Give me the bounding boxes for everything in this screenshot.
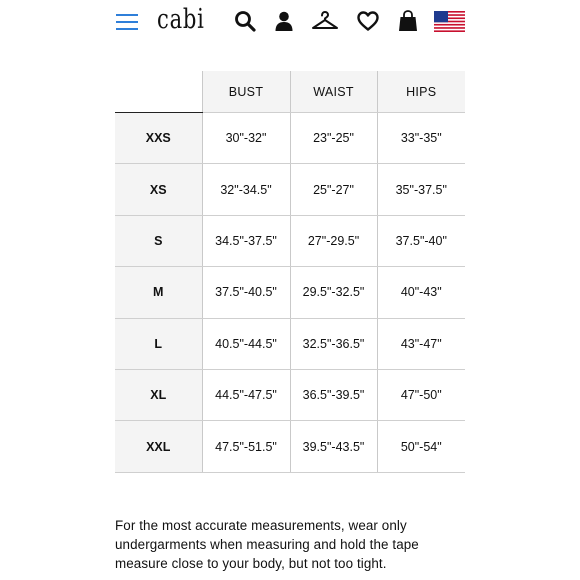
us-flag-icon[interactable] (434, 11, 465, 32)
waist-cell: 29.5"-32.5" (290, 267, 377, 318)
hanger-icon[interactable] (311, 9, 339, 33)
bust-cell: 34.5"-37.5" (202, 215, 290, 266)
hips-cell: 43"-47" (377, 318, 465, 369)
table-row (115, 421, 465, 472)
waist-cell: 36.5"-39.5" (290, 369, 377, 420)
table-row (115, 318, 465, 369)
size-label: XL (115, 369, 202, 420)
size-label: XXL (115, 421, 202, 472)
table-row (115, 369, 465, 420)
site-header (0, 0, 580, 44)
waist-cell: 27"-29.5" (290, 215, 377, 266)
hips-cell: 50"-54" (377, 421, 465, 472)
size-label: XS (115, 164, 202, 215)
column-header-bust: BUST (202, 71, 290, 113)
size-chart-table (115, 71, 465, 473)
waist-cell: 32.5"-36.5" (290, 318, 377, 369)
hips-cell: 35"-37.5" (377, 164, 465, 215)
brand-logo[interactable]: cabi (157, 4, 205, 35)
account-icon[interactable] (272, 9, 296, 33)
bust-cell: 32"-34.5" (202, 164, 290, 215)
bust-cell: 30"-32" (202, 113, 290, 164)
size-label: M (115, 267, 202, 318)
shopping-bag-icon[interactable] (396, 9, 420, 33)
table-row (115, 215, 465, 266)
waist-cell: 25"-27" (290, 164, 377, 215)
size-label: XXS (115, 113, 202, 164)
table-header-row (115, 71, 465, 113)
hips-cell: 40"-43" (377, 267, 465, 318)
hips-cell: 47"-50" (377, 369, 465, 420)
bust-cell: 40.5"-44.5" (202, 318, 290, 369)
size-label: L (115, 318, 202, 369)
bust-cell: 47.5"-51.5" (202, 421, 290, 472)
search-icon[interactable] (233, 9, 257, 33)
table-corner-cell (115, 71, 202, 113)
table-row (115, 113, 465, 164)
column-header-waist: WAIST (290, 71, 377, 113)
column-header-hips: HIPS (377, 71, 465, 113)
size-label: S (115, 215, 202, 266)
table-row (115, 164, 465, 215)
bust-cell: 44.5"-47.5" (202, 369, 290, 420)
waist-cell: 39.5"-43.5" (290, 421, 377, 472)
menu-icon[interactable] (116, 13, 138, 31)
waist-cell: 23"-25" (290, 113, 377, 164)
bust-cell: 37.5"-40.5" (202, 267, 290, 318)
measurement-note: For the most accurate measurements, wear only undergarments when measuring and hold the tape measure close to your body, but not too tight. (115, 518, 419, 571)
heart-icon[interactable] (356, 9, 380, 33)
hips-cell: 37.5"-40" (377, 215, 465, 266)
hips-cell: 33"-35" (377, 113, 465, 164)
table-row (115, 267, 465, 318)
